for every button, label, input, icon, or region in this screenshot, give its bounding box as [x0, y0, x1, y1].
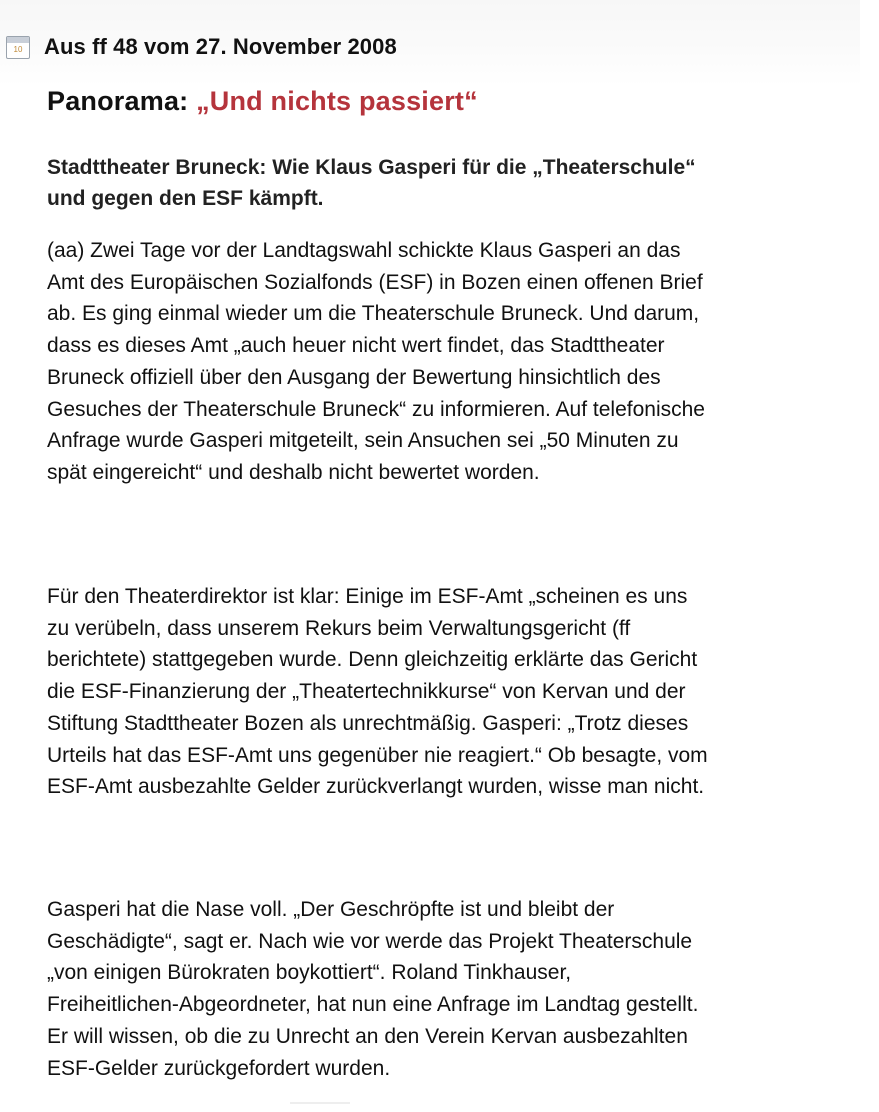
- text-line: Gesuches der Theaterschule Bruneck“ zu informieren. Auf telefonische: [47, 397, 705, 421]
- calendar-icon: [6, 36, 30, 59]
- text-line: zu verübeln, dass unserem Rekurs beim Verwaltungsgericht (ff: [47, 616, 631, 640]
- scroll-indicator: [290, 1102, 350, 1104]
- headline: „Und nichts passiert“: [196, 86, 478, 116]
- subhead-line: Stadttheater Bruneck: Wie Klaus Gasperi für die „Theaterschule“: [47, 156, 696, 179]
- text-line: (aa) Zwei Tage vor der Landtagswahl schickte Klaus Gasperi an das: [47, 239, 681, 262]
- article-paragraph-2: [47, 581, 857, 803]
- text-line: Freiheitlichen-Abgeordneter, hat nun eine Anfrage im Landtag gestellt.: [47, 993, 699, 1017]
- text-line: dass es dieses Amt „auch heuer nicht wert findet, das Stadttheater: [47, 334, 665, 358]
- text-line: ab. Es ging einmal wieder um die Theaterschule Bruneck. Und darum,: [47, 302, 700, 326]
- subhead-line: und gegen den ESF kämpft.: [47, 187, 324, 210]
- text-line: Bruneck offiziell über den Ausgang der Bewertung hinsichtlich des: [47, 365, 661, 389]
- text-line: Er will wissen, ob die zu Unrecht an den Verein Kervan ausbezahlten: [47, 1024, 688, 1048]
- text-line: Amt des Europäischen Sozialfonds (ESF) in Bozen einen offenen Brief: [47, 270, 703, 294]
- issue-line: Aus ff 48 vom 27. November 2008: [44, 34, 397, 59]
- section-label: Panorama:: [47, 86, 189, 116]
- text-line: Anfrage wurde Gasperi mitgeteilt, sein Ansuchen sei „50 Minuten zu: [47, 429, 679, 453]
- text-line: Urteils hat das ESF-Amt uns gegenüber nie reagiert.“ Ob besagte, vom: [47, 743, 708, 767]
- text-line: ESF-Amt ausbezahlte Gelder zurückverlangt wurden, wisse man nicht.: [47, 775, 705, 799]
- article-paragraph-3: [47, 894, 857, 1084]
- article-subhead: [47, 152, 847, 214]
- text-line: Für den Theaterdirektor ist klar: Einige im ESF-Amt „scheinen es uns: [47, 585, 688, 608]
- text-line: Gasperi hat die Nase voll. „Der Geschröpfte ist und bleibt der: [47, 898, 615, 921]
- text-line: spät eingereicht“ und deshalb nicht bewertet worden.: [47, 460, 540, 484]
- text-line: „von einigen Bürokraten boykottiert“. Roland Tinkhauser,: [47, 961, 572, 985]
- issue-header: [6, 30, 397, 64]
- text-line: Geschädigte“, sagt er. Nach wie vor werde das Projekt Theaterschule: [47, 929, 693, 953]
- calendar-icon-top: [7, 37, 29, 43]
- calendar-day: 10: [13, 44, 23, 54]
- article-title: [47, 86, 478, 117]
- text-line: ESF-Gelder zurückgefordert wurden.: [47, 1056, 391, 1080]
- text-line: die ESF-Finanzierung der „Theatertechnikkurse“ von Kervan und der: [47, 680, 686, 704]
- text-line: Stiftung Stadttheater Bozen als unrechtmäßig. Gasperi: „Trotz dieses: [47, 711, 689, 735]
- text-line: berichtete) stattgegeben wurde. Denn gleichzeitig erklärte das Gericht: [47, 648, 698, 672]
- article-paragraph-1: [47, 235, 857, 489]
